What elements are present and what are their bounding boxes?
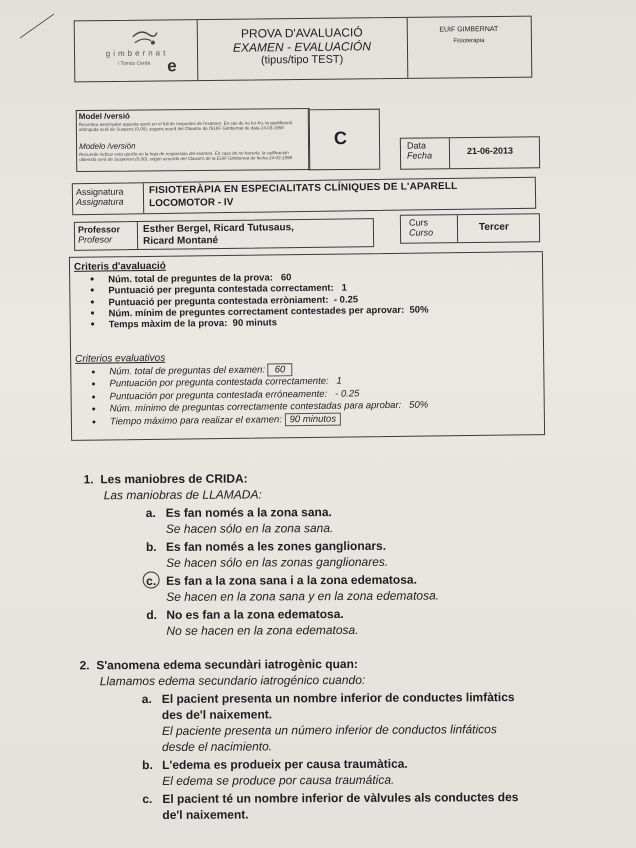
option-text-es: No se hacen en la zona edematosa. [166, 622, 359, 638]
course-value: Tercer [478, 221, 509, 233]
date-label-ca: Data [406, 140, 426, 151]
criteria-value: - 0.25 [333, 293, 359, 306]
criteria-value: 90 minuts [232, 317, 278, 330]
option-text-es: Se hacen sólo en la zona sana. [165, 521, 334, 536]
criteria-text: Puntuació per pregunta contestada correctament: [108, 282, 334, 297]
criteria-value: 60 [268, 363, 293, 376]
criteria-value: 1 [336, 375, 342, 388]
title-es: EXAMEN - EVALUACIÓN [232, 39, 372, 55]
option-text-ca: Es fan només a les zones ganglionars. [165, 538, 387, 554]
criteria-value: 1 [341, 282, 348, 294]
criteria-item-es [110, 412, 429, 428]
logo-text: gimbernat [105, 48, 169, 59]
criteria-text: Núm. total de preguntas del examen: [109, 364, 266, 378]
question-text-es: Llamamos edema secundario iatrogénico cuando: [99, 672, 366, 689]
logo-cell [75, 20, 199, 81]
title-type: (tipus/tipo TEST) [260, 53, 344, 67]
date-label-cell [401, 138, 450, 169]
course-label-ca: Curs [408, 217, 429, 228]
criteria-value: 50% [409, 304, 429, 316]
model-value: C [333, 127, 348, 149]
criteria-value: 60 [280, 272, 292, 284]
option-a [142, 689, 610, 755]
course-label-es: Curso [408, 227, 434, 238]
criteria-text: Puntuación por pregunta contestada correctamente: [109, 376, 329, 390]
model-label-es: Modelo /versión [79, 141, 136, 151]
criteria-list-ca [108, 271, 429, 331]
option-letter: a. [141, 692, 152, 707]
criteria-text: Núm. total de preguntes de la prova: [108, 272, 273, 286]
subject-label-ca: Assignatura [75, 186, 124, 198]
date-box [400, 136, 540, 169]
option-letter: b. [145, 539, 157, 555]
pencil-mark [18, 10, 58, 40]
question-1 [84, 469, 605, 640]
date-label-es: Fecha [406, 150, 433, 161]
option-b [142, 755, 610, 789]
criteria-text: Temps màxim de la prova: [108, 318, 228, 331]
option-c [146, 571, 604, 605]
course-box [400, 213, 540, 243]
subject-label-es: Assignatura [75, 196, 124, 208]
criteria-value: 90 minutos [285, 412, 342, 426]
professor-label-ca: Professor [77, 224, 121, 235]
logo-e: e [167, 56, 177, 76]
option-c [142, 789, 610, 823]
option-b [146, 537, 604, 571]
title-ca: PROVA D'AVALUACIÓ [240, 25, 363, 41]
option-letter: d. [146, 607, 158, 623]
professor-line2: Ricard Montané [143, 235, 219, 247]
logo-subtext: i Tomàs Cerdà [118, 60, 151, 67]
option-d [146, 605, 604, 639]
professor-box [74, 218, 374, 251]
date-value: 21-06-2013 [466, 145, 514, 157]
option-text-es: El edema se produce por causa traumática. [162, 772, 395, 788]
option-text-ca: El pacient presenta un nombre inferior de conductes limfàtics [161, 690, 515, 706]
criteria-title-ca: Criteris d'avaluació [73, 260, 166, 273]
model-note-es: Recuerde indicar esta opción en la hoja de respuestas del examen. En caso de no hacerlo, la calificación obtenida será de Suspenso (0,00), según acuerdo del Claustro de la EUIF Gimbernat de fecha 24-03-1998 [79, 150, 292, 162]
criteria-text: Núm. mínimo de preguntas correctamente contestadas para aprobar: [109, 400, 402, 415]
option-letter: b. [142, 758, 153, 773]
option-letter: c. [146, 573, 157, 589]
subject-box [72, 177, 536, 215]
logo-emblem-icon [131, 27, 159, 49]
criteria-box [69, 251, 545, 441]
answer-circle-mark [142, 570, 162, 590]
option-text-ca: L'edema es produeix per causa traumàtica. [162, 756, 408, 772]
model-note-ca: Recordeu assenyalar aquesta opció en el full de respostes de l'examen. En cas de no fer-ho, la qualificació obtinguda serà de Suspens (0,00), segons acord del Claustre de l'EUIF Gimbernat de data 24-03-1998 [78, 120, 293, 132]
criteria-text: Núm. mínim de preguntes correctament contestades per aprovar: [108, 304, 405, 320]
school-cell [407, 17, 532, 78]
option-text-ca-cont: des de'l naixement. [161, 707, 273, 722]
model-box [76, 108, 311, 172]
professor-label-es: Profesor [77, 234, 113, 245]
criteria-title-es: Criterios evaluativos [75, 352, 166, 365]
question-title-ca: S'anomena edema secundàri iatrogènic quan: [96, 656, 358, 673]
option-letter: a. [145, 505, 156, 521]
course-label-cell [401, 215, 458, 243]
criteria-text: Tiempo máximo para realizar el examen: [109, 413, 283, 428]
subject-line1: FISIOTERÀPIA EN ESPECIALITATS CLÍNIQUES DE L'APARELL [148, 180, 458, 197]
option-text-ca: El pacient té un nombre inferior de vàlvules als conductes des [162, 790, 519, 806]
option-text-ca-cont: de'l naixement. [162, 807, 249, 822]
criteria-value: 50% [409, 399, 429, 411]
school-name: EUIF GIMBERNAT [439, 25, 499, 34]
criteria-text: Puntuació per pregunta contestada erròniament: [108, 294, 329, 309]
question-2 [80, 655, 611, 824]
option-text-ca: Es fan a la zona sana i a la zona edematosa. [166, 572, 417, 588]
option-text-es: El paciente presenta un número inferior de conductos linfáticos [161, 722, 497, 738]
criteria-list-es [109, 363, 428, 429]
question-number: 2. [79, 658, 90, 673]
subject-line2: LOCOMOTOR - IV [149, 196, 234, 210]
question-title-ca: Les maniobres de CRIDA: [100, 471, 248, 487]
option-text-es: Se hacen sólo en las zonas ganglionares. [166, 554, 389, 570]
criteria-value: - 0.25 [335, 388, 360, 400]
option-text-ca: Es fan només a la zona sana. [165, 505, 332, 520]
model-value-box [308, 109, 381, 171]
option-text-es-cont: desde el nacimiento. [162, 739, 273, 754]
subject-label-cell [73, 183, 144, 214]
option-letter: c. [142, 792, 153, 807]
title-cell [197, 18, 409, 80]
department: Fisioteràpia [453, 38, 485, 45]
option-text-es: Se hacen en la zona sana y en la zona edematosa. [166, 588, 440, 604]
criteria-text: Puntuación por pregunta contestada erróneamente: [109, 388, 328, 403]
header-box [74, 16, 533, 83]
option-a [146, 503, 604, 537]
professor-label-cell [75, 222, 138, 250]
option-text-ca: No es fan a la zona edematosa. [166, 607, 344, 622]
professor-line1: Esther Bergel, Ricard Tutusaus, [142, 222, 294, 235]
question-text-es: Las maniobras de LLAMADA: [103, 487, 262, 503]
model-label-ca: Model /versió [78, 111, 130, 121]
question-number: 1. [83, 472, 94, 487]
